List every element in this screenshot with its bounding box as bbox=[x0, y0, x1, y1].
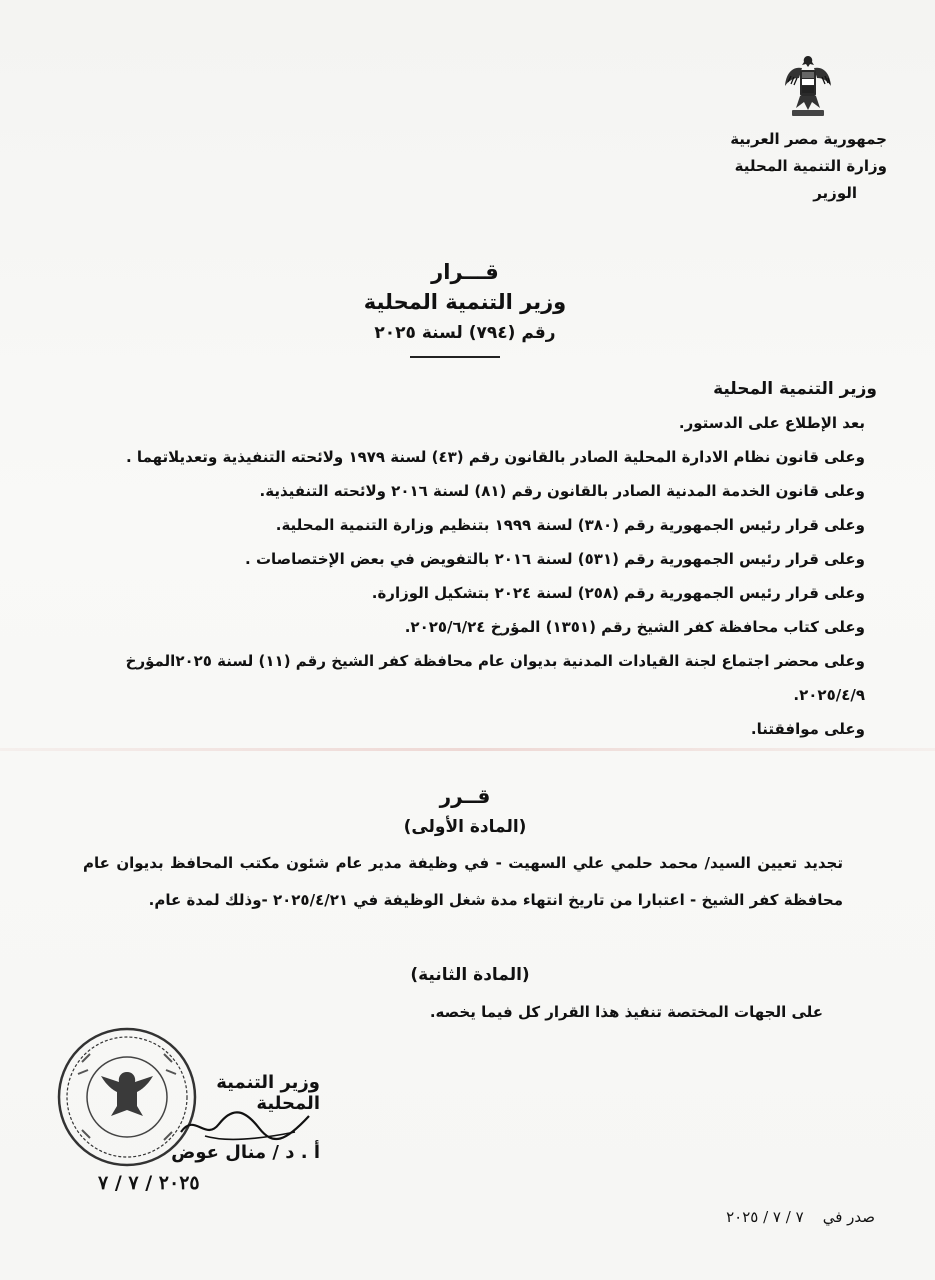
letterhead-ministry: وزارة التنمية المحلية bbox=[734, 157, 887, 175]
handwritten-date: ٢٠٢٥ / ٧ / ٧ bbox=[98, 1172, 200, 1194]
article-1-text: تجديد تعيين السيد/ محمد حلمي علي السهيت - في وظيفة مدير عام شئون مكتب المحافظ بديوان عام محافظة كفر الشيخ - اعتبارا من تاريخ انتهاء مدة شغل الوظيفة في ٢٠٢٥/٤/٢١ -وذلك لمدة عام. bbox=[83, 854, 843, 909]
decree-title-number: رقم (٧٩٤) لسنة ٢٠٢٥ bbox=[374, 323, 556, 343]
preamble-item: وعلى قرار رئيس الجمهورية رقم (٥٣١) لسنة ٢٠١٦ بالتفويض في بعض الإختصاصات . bbox=[245, 550, 865, 568]
letterhead-country: جمهورية مصر العربية bbox=[730, 130, 887, 148]
preamble-minister: وزير التنمية المحلية bbox=[713, 379, 877, 399]
article-2-text: على الجهات المختصة تنفيذ هذا القرار كل فيما يخصه. bbox=[429, 1003, 823, 1021]
decision-word: قــرر bbox=[439, 784, 491, 808]
signatory-name: أ . د / منال عوض bbox=[171, 1142, 320, 1163]
preamble-item: بعد الإطلاع على الدستور. bbox=[678, 414, 865, 432]
article-2-title: (المادة الثانية) bbox=[410, 965, 530, 985]
eagle-emblem-icon bbox=[782, 52, 834, 122]
article-1-title: (المادة الأولى) bbox=[403, 817, 527, 837]
decree-title-word: قـــرار bbox=[431, 260, 499, 284]
issued-line bbox=[655, 1208, 875, 1226]
letterhead bbox=[667, 126, 887, 207]
signatory-title: وزير التنمية المحلية bbox=[216, 1072, 320, 1114]
preamble-item: وعلى قرار رئيس الجمهورية رقم (٣٨٠) لسنة ١٩٩٩ بتنظيم وزارة التنمية المحلية. bbox=[275, 516, 865, 534]
preamble-item: وعلى كتاب محافظة كفر الشيخ رقم (١٣٥١) المؤرخ ٢٠٢٥/٦/٢٤. bbox=[404, 618, 865, 636]
preamble-item: وعلى قانون نظام الادارة المحلية الصادر بالقانون رقم (٤٣) لسنة ١٩٧٩ ولائحته التنفيذية وتعديلاتهما . bbox=[126, 448, 865, 466]
paper-fold-line bbox=[0, 748, 935, 751]
letterhead-minister: الوزير bbox=[813, 184, 857, 202]
title-divider bbox=[410, 356, 500, 358]
issued-date: ٧ / ٧ / ٢٠٢٥ bbox=[726, 1208, 804, 1226]
preamble-item: وعلى قانون الخدمة المدنية الصادر بالقانون رقم (٨١) لسنة ٢٠١٦ ولائحته التنفيذية. bbox=[259, 482, 865, 500]
preamble-item: وعلى موافقتنا. bbox=[750, 720, 865, 738]
decree-title bbox=[300, 258, 630, 348]
decree-title-issuer: وزير التنمية المحلية bbox=[363, 290, 567, 314]
issued-label: صدر في bbox=[822, 1208, 875, 1226]
preamble bbox=[75, 372, 877, 746]
preamble-item: وعلى محضر اجتماع لجنة القيادات المدنية بديوان عام محافظة كفر الشيخ رقم (١١) لسنة ٢٠٢٥المؤرخ ٢٠٢٥/٤/٩. bbox=[125, 652, 865, 704]
preamble-item: وعلى قرار رئيس الجمهورية رقم (٢٥٨) لسنة ٢٠٢٤ بتشكيل الوزارة. bbox=[371, 584, 865, 602]
decision-heading bbox=[300, 780, 630, 842]
